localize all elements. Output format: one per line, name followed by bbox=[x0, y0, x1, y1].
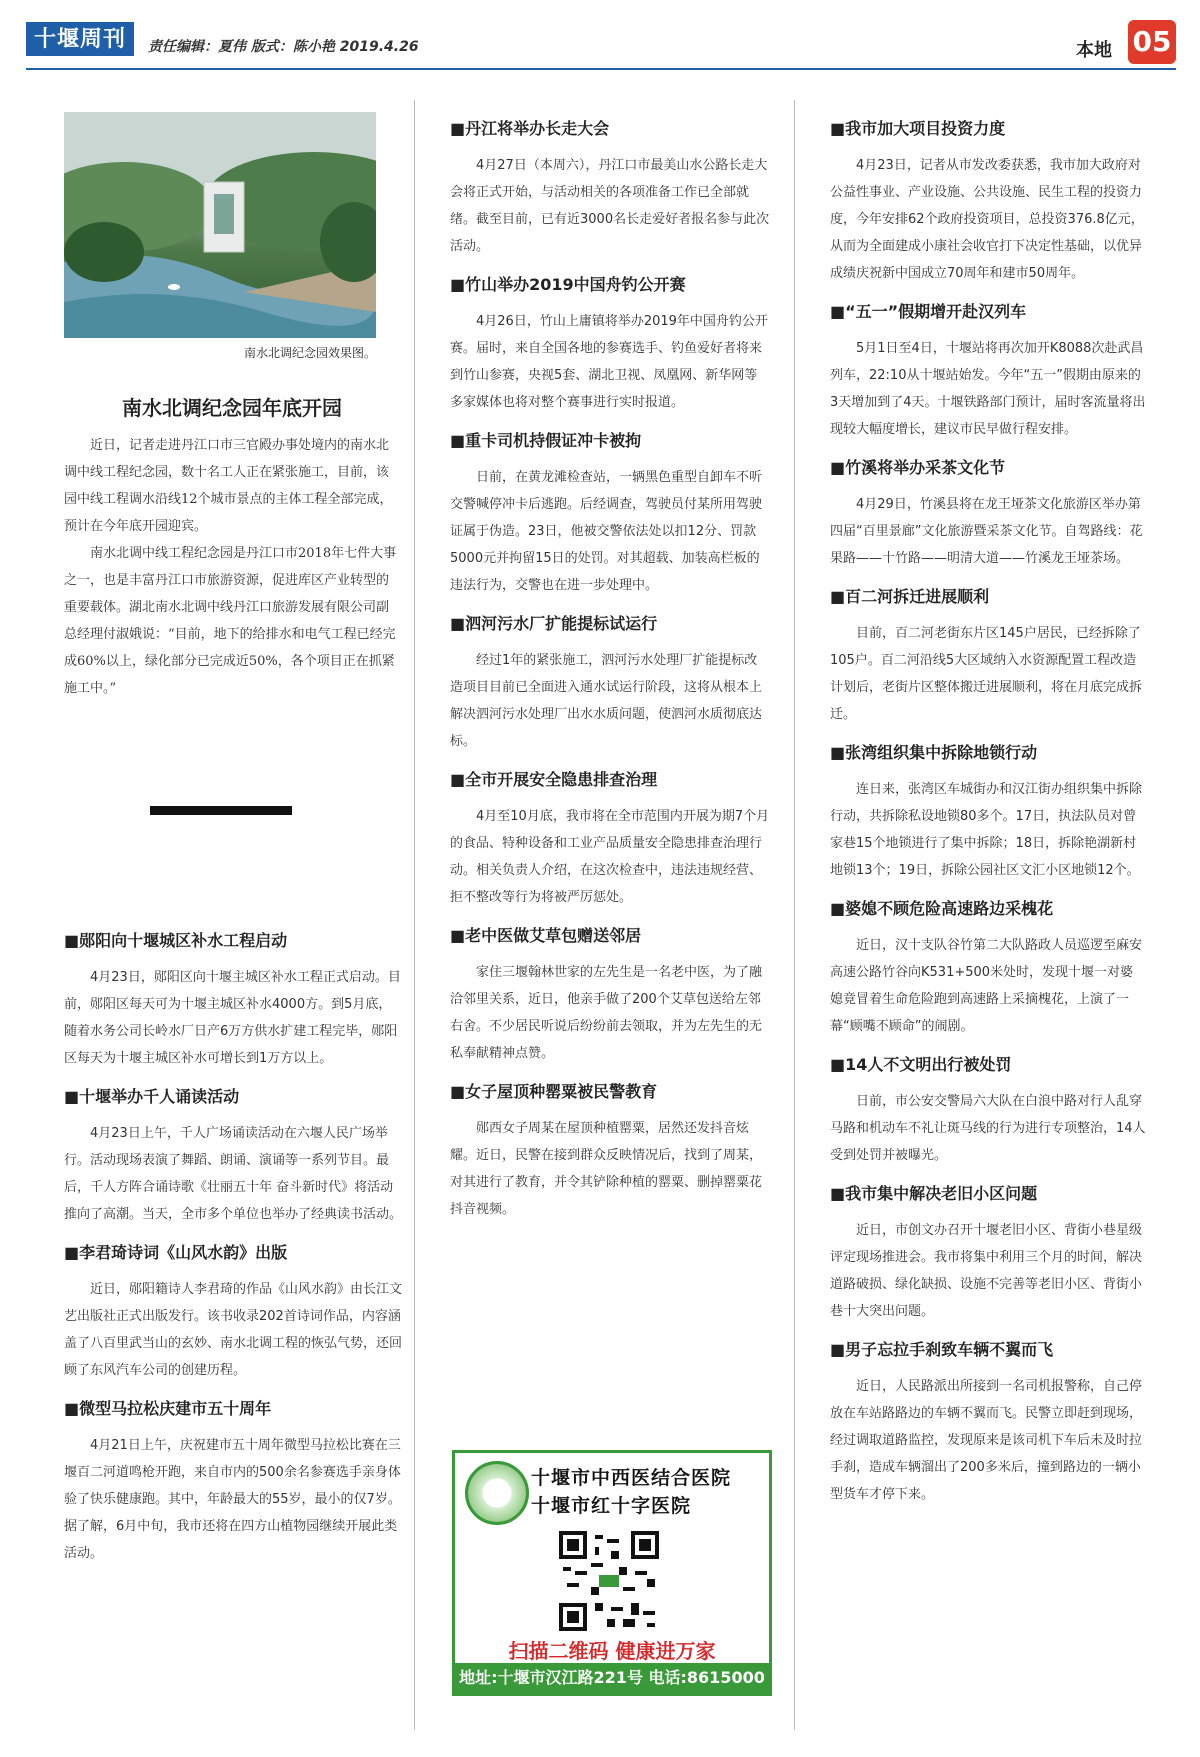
news-headline: ■泗河污水厂扩能提标试运行 bbox=[450, 614, 658, 633]
news-item bbox=[450, 1081, 770, 1223]
news-headline: ■微型马拉松庆建市五十周年 bbox=[64, 1399, 272, 1418]
news-headline: ■全市开展安全隐患排查治理 bbox=[450, 770, 658, 789]
news-body: 近日，汉十支队谷竹第二大队路政人员巡逻至麻安高速公路竹谷向K531+500米处时，发现十堰一对婆媳竟冒着生命危险跑到高速路上采摘槐花，上演了一幕“顾嘴不顾命”的闹剧。 bbox=[830, 938, 1143, 1034]
masthead-logo: 十堰周刊 bbox=[26, 22, 134, 56]
news-body: 家住三堰翰林世家的左先生是一名老中医，为了融洽邻里关系，近日，他亲手做了200个艾草包送给左邻右舍。不少居民听说后纷纷前去领取，并为左先生的无私奉献精神点赞。 bbox=[450, 965, 763, 1061]
feature-headline: 南水北调纪念园年底开园 bbox=[122, 396, 342, 420]
news-body: 4月23日，记者从市发改委获悉，我市加大政府对公益性事业、产业设施、公共设施、民生工程的投资力度，今年安排62个政府投资项目，总投资376.8亿元，从而为全面建成小康社会收官打下决定性基础，以优异成绩庆祝新中国成立70周年和建市50周年。 bbox=[830, 158, 1144, 281]
news-headline: ■李君琦诗词《山风水韵》出版 bbox=[64, 1243, 288, 1262]
feature-paragraph: 近日，记者走进丹江口市三官殿办事处境内的南水北调中线工程纪念园，数十名工人正在紧张施工，目前，该园中线工程调水沿线12个城市景点的主体工程全部完成，预计在今年底开园迎宾。 bbox=[64, 438, 393, 534]
news-headline: ■老中医做艾草包赠送邻居 bbox=[450, 926, 642, 945]
news-item bbox=[64, 1398, 404, 1567]
news-body: 4月27日（本周六），丹江口市最美山水公路长走大会将正式开始，与活动相关的各项准备工作已全部就绪。截至目前，已有近3000名长走爱好者报名参与此次活动。 bbox=[450, 158, 770, 254]
news-headline: ■婆媳不顾危险高速路边采槐花 bbox=[830, 899, 1054, 918]
editor-credits: 责任编辑：夏伟 版式：陈小艳 2019.4.26 bbox=[148, 39, 419, 55]
qr-code-icon[interactable] bbox=[559, 1531, 659, 1631]
news-item bbox=[450, 769, 770, 911]
news-body: 5月1日至4日，十堰站将再次加开K8088次赴武昌列车，22:10从十堰站始发。今年“五一”假期由原来的3天增加到了4天。十堰铁路部门预计，届时客流量将出现较大幅度增长，建议市民早做行程安排。 bbox=[830, 341, 1146, 437]
feature-paragraph: 南水北调中线工程纪念园是丹江口市2018年七件大事之一，也是丰富丹江口市旅游资源，促进库区产业转型的重要载体。湖北南水北调中线丹江口旅游发展有限公司副总经理付淑娥说：“目前，地下的给排水和电气工程已经完成60%以上，绿化部分已完成近50%，各个项目正在抓紧施工中。” bbox=[64, 546, 397, 696]
news-body: 4月21日上午，庆祝建市五十周年微型马拉松比赛在三堰百二河道鸣枪开跑，来自市内的500余名参赛选手亲身体验了快乐健康跑。其中，年龄最大的55岁，最小的仅7岁。据了解，6月中旬，我市还将在四方山植物园继续开展此类活动。 bbox=[64, 1438, 401, 1561]
hospital-logo-icon bbox=[465, 1461, 529, 1525]
news-item bbox=[830, 1054, 1146, 1169]
news-body: 4月至10月底，我市将在全市范围内开展为期7个月的食品、特种设备和工业产品质量安全隐患排查治理行动。相关负责人介绍，在这次检查中，违法违规经营、拒不整改等行为将被严厉惩处。 bbox=[450, 809, 770, 905]
news-body: 郧西女子周某在屋顶种植罂粟，居然还发抖音炫耀。近日，民警在接到群众反映情况后，找到了周某，对其进行了教育，并令其铲除种植的罂粟、删掉罂粟花抖音视频。 bbox=[450, 1121, 763, 1217]
hospital-name-secondary: 十堰市红十字医院 bbox=[531, 1495, 692, 1517]
news-item bbox=[64, 1242, 404, 1384]
news-item bbox=[830, 1183, 1146, 1325]
column-divider bbox=[794, 100, 795, 1730]
news-headline: ■十堰举办千人诵读活动 bbox=[64, 1087, 240, 1106]
news-headline: ■竹山举办2019中国舟钓公开赛 bbox=[450, 275, 686, 294]
header-rule bbox=[26, 68, 1176, 70]
news-body: 近日，郧阳籍诗人李君琦的作品《山风水韵》由长江文艺出版社正式出版发行。该书收录202首诗词作品，内容涵盖了八百里武当山的玄妙、南水北调工程的恢弘气势，还回顾了东风汽车公司的创建历程。 bbox=[64, 1282, 403, 1378]
news-headline: ■百二河拆迁进展顺利 bbox=[830, 587, 990, 606]
column-divider bbox=[414, 100, 415, 1730]
news-body: 近日，人民路派出所接到一名司机报警称，自己停放在车站路路边的车辆不翼而飞。民警立即赶到现场，经过调取道路监控，发现原来是该司机下车后未及时拉手刹，造成车辆溜出了200多米后，撞到路边的一辆小型货车才停下来。 bbox=[830, 1379, 1143, 1502]
news-item bbox=[450, 613, 770, 755]
ad-address-bar: 地址:十堰市汉江路221号 电话:8615000 bbox=[455, 1663, 769, 1693]
news-item bbox=[830, 118, 1146, 287]
news-body: 目前，百二河老街东片区145户居民，已经拆除了105户。百二河沿线5大区域纳入水资源配置工程改造计划后，老街片区整体搬迁进展顺利，将在月底完成拆迁。 bbox=[830, 626, 1143, 722]
page-header bbox=[0, 0, 1200, 72]
news-body: 连日来，张湾区车城街办和汉江街办组织集中拆除行动，共拆除私设地锁80多个。17日，执法队员对曾家巷15个地锁进行了集中拆除；18日，拆除艳湖新村地锁13个；19日，拆除公园社区文汇小区地锁12个。 bbox=[830, 782, 1143, 878]
news-headline: ■女子屋顶种罂粟被民警教育 bbox=[450, 1082, 658, 1101]
news-body: 4月26日，竹山上庸镇将举办2019年中国舟钓公开赛。届时，来自全国各地的参赛选手、钓鱼爱好者将来到竹山参赛，央视5套、湖北卫视、凤凰网、新华网等多家媒体也将对整个赛事进行实时报道。 bbox=[450, 314, 768, 410]
news-headline: ■张湾组织集中拆除地锁行动 bbox=[830, 743, 1038, 762]
news-item bbox=[830, 457, 1146, 572]
feature-article bbox=[64, 432, 400, 702]
news-headline: ■男子忘拉手刹致车辆不翼而飞 bbox=[830, 1340, 1054, 1359]
news-item bbox=[450, 274, 770, 416]
page-number-badge: 05 bbox=[1128, 20, 1176, 64]
section-divider-bar bbox=[150, 806, 292, 815]
news-column-3 bbox=[830, 118, 1146, 1522]
news-headline: ■我市加大项目投资力度 bbox=[830, 119, 1006, 138]
news-headline: ■竹溪将举办采茶文化节 bbox=[830, 458, 1006, 477]
ad-slogan: 扫描二维码 健康进万家 bbox=[508, 1639, 716, 1663]
news-item bbox=[450, 925, 770, 1067]
news-body: 近日，市创文办召开十堰老旧小区、背街小巷星级评定现场推进会。我市将集中利用三个月的时间，解决道路破损、绿化缺损、设施不完善等老旧小区、背街小巷十大突出问题。 bbox=[830, 1223, 1143, 1319]
news-body: 4月23日，郧阳区向十堰主城区补水工程正式启动。目前，郧阳区每天可为十堰主城区补水4000方。到5月底，随着水务公司长岭水厂日产6万方供水扩建工程完毕，郧阳区每天为十堰主城区补水可增长到1万方以上。 bbox=[64, 970, 401, 1066]
news-item bbox=[64, 930, 404, 1072]
news-item bbox=[830, 742, 1146, 884]
news-item bbox=[450, 430, 770, 599]
news-body: 4月23日上午，千人广场诵读活动在六堰人民广场举行。活动现场表演了舞蹈、朗诵、演诵等一系列节目。最后，千人方阵合诵诗歌《壮丽五十年 奋斗新时代》将活动推向了高潮。当天，全市多个单位也举办了经典读书活动。 bbox=[64, 1126, 403, 1222]
news-column-1 bbox=[64, 930, 404, 1581]
news-headline: ■“五一”假期增开赴汉列车 bbox=[830, 302, 1027, 321]
news-item bbox=[830, 301, 1146, 443]
news-headline: ■丹江将举办长走大会 bbox=[450, 119, 610, 138]
news-item bbox=[830, 1339, 1146, 1508]
news-body: 4月29日，竹溪县将在龙王垭茶文化旅游区举办第四届“百里景廊”文化旅游暨采茶文化节。自驾路线：花果路——十竹路——明清大道——竹溪龙王垭茶场。 bbox=[830, 497, 1143, 566]
hospital-name-primary: 十堰市中西医结合医院 bbox=[531, 1467, 732, 1489]
news-headline: ■郧阳向十堰城区补水工程启动 bbox=[64, 931, 288, 950]
photo-caption: 南水北调纪念园效果图。 bbox=[243, 346, 376, 360]
hospital-advertisement bbox=[452, 1450, 772, 1696]
news-body: 日前，市公安交警局六大队在白浪中路对行人乱穿马路和机动车不礼让斑马线的行为进行专项整治，14人受到处罚并被曝光。 bbox=[830, 1094, 1146, 1163]
news-headline: ■我市集中解决老旧小区问题 bbox=[830, 1184, 1038, 1203]
news-item bbox=[450, 118, 770, 260]
news-item bbox=[830, 898, 1146, 1040]
news-headline: ■重卡司机持假证冲卡被拘 bbox=[450, 431, 642, 450]
news-column-2 bbox=[450, 118, 770, 1237]
news-item bbox=[830, 586, 1146, 728]
park-rendering-image bbox=[64, 112, 376, 338]
news-body: 日前，在黄龙滩检查站，一辆黑色重型自卸车不听交警喊停冲卡后逃跑。后经调查，驾驶员付某所用驾驶证属于伪造。23日，他被交警依法处以扣12分、罚款5000元并拘留15日的处罚。对其超载、加装高栏板的违法行为，交警也在进一步处理中。 bbox=[450, 470, 763, 593]
news-headline: ■14人不文明出行被处罚 bbox=[830, 1055, 1012, 1074]
news-body: 经过1年的紧张施工，泗河污水处理厂扩能提标改造项目目前已全面进入通水试运行阶段，这将从根本上解决泗河污水处理厂出水水质问题，使泗河水质彻底达标。 bbox=[450, 653, 763, 749]
news-item bbox=[64, 1086, 404, 1228]
section-label: 本地 bbox=[1076, 40, 1112, 61]
